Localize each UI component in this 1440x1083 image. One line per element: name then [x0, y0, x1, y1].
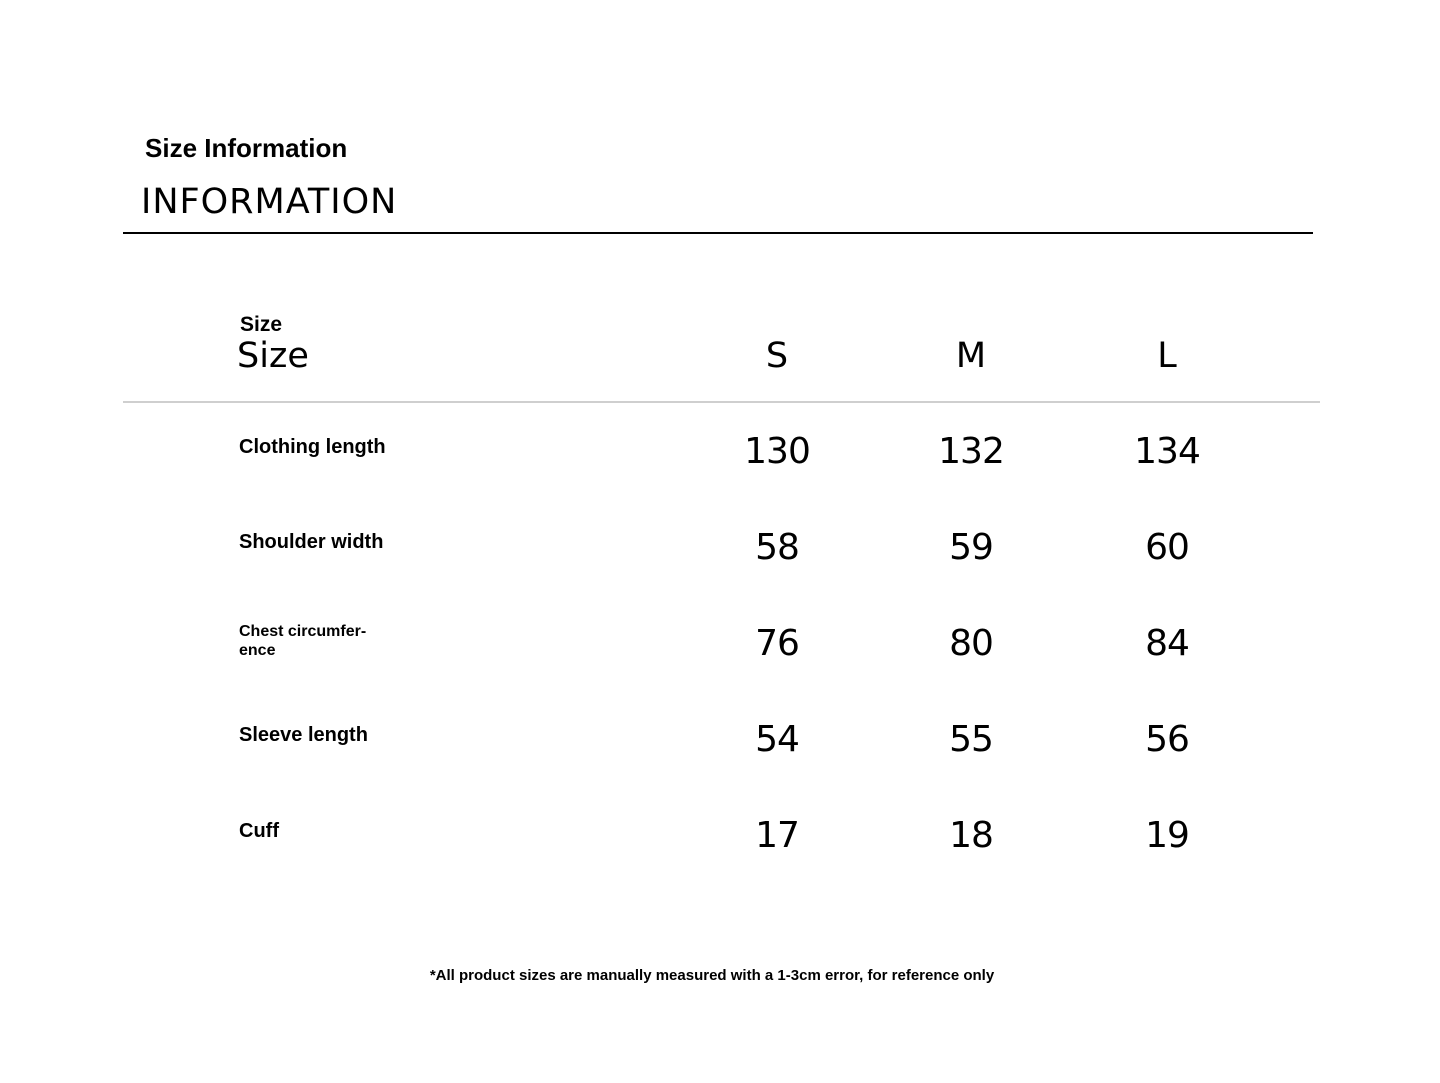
- cell-sleeve-length-m: 55: [949, 719, 993, 760]
- header-divider: [123, 401, 1320, 403]
- row-label-sleeve-length: Sleeve length: [239, 724, 368, 746]
- page-subtitle: INFORMATION: [141, 182, 398, 222]
- cell-cuff-s: 17: [755, 815, 799, 856]
- cell-shoulder-width-s: 58: [755, 527, 799, 568]
- column-header-s: S: [765, 336, 789, 376]
- cell-sleeve-length-s: 54: [755, 719, 799, 760]
- column-header-l: L: [1157, 336, 1177, 376]
- cell-clothing-length-s: 130: [744, 431, 810, 472]
- cell-shoulder-width-l: 60: [1145, 527, 1189, 568]
- cell-clothing-length-m: 132: [938, 431, 1004, 472]
- title-divider: [123, 232, 1313, 234]
- size-header-label-small: Size: [240, 313, 283, 336]
- cell-cuff-m: 18: [949, 815, 993, 856]
- size-header-label: Size: [237, 336, 309, 376]
- page-title: Size Information: [145, 133, 348, 163]
- cell-chest-circumference-s: 76: [755, 623, 799, 664]
- cell-clothing-length-l: 134: [1134, 431, 1200, 472]
- row-label-cuff: Cuff: [239, 820, 279, 842]
- cell-sleeve-length-l: 56: [1145, 719, 1189, 760]
- measurement-footnote: *All product sizes are manually measured with a 1-3cm error, for reference only: [429, 967, 995, 984]
- cell-chest-circumference-l: 84: [1145, 623, 1189, 664]
- row-label-chest-circumference: Chest circumfer- ence: [239, 623, 367, 659]
- cell-shoulder-width-m: 59: [949, 527, 993, 568]
- row-label-clothing-length: Clothing length: [239, 436, 386, 458]
- column-header-m: M: [955, 336, 987, 376]
- cell-cuff-l: 19: [1145, 815, 1189, 856]
- row-label-shoulder-width: Shoulder width: [239, 531, 384, 553]
- cell-chest-circumference-m: 80: [949, 623, 993, 664]
